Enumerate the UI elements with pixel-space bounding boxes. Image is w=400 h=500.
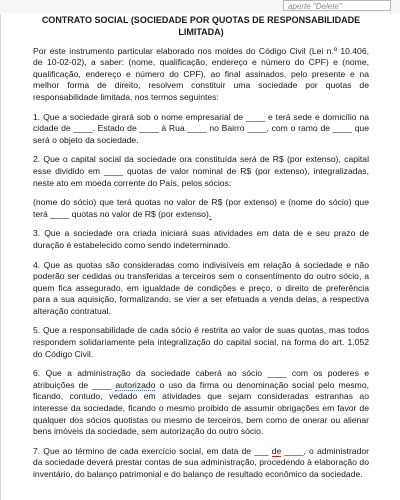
clause-7-de: de <box>271 445 282 456</box>
clause-2-partners-end: . <box>208 208 212 219</box>
clause-6-autorizado: autorizado <box>115 379 156 390</box>
document-page <box>0 14 400 500</box>
clause-7 <box>33 446 369 481</box>
top-toolbar-strip <box>0 0 400 13</box>
clause-6-rest: o uso da firma ou denominação social pelo mesmo, ficando, contudo, vedado em atividades que sejam consideradas estranhas ao interesse da sociedade, ficando o mesmo proibido de assumir obrigações em favor de qualquer dos sócios quotistas ou mesmo de terceiros, bem como de onerar ou alienar bens imóveis da sociedade, sem autorização do outro sócio. <box>33 379 370 437</box>
clause-3: 3. Que a sociedade ora criada iniciará suas atividades em data de e seu prazo de duração é estabelecido como sendo indeterminado. <box>33 228 369 250</box>
clause-4: 4. Que as quotas são consideradas como indivisíveis em relação à sociedade e não poderão ser cedidas ou transferidas a terceiros sem o consentimento do outro sócio, a quem fica assegurado, em igualdade de condições e preço, o direito de preferência para a sua aquisição, formalizando, se vier a ser efetuada a venda delas, a respectiva alteração contratual. <box>33 259 369 316</box>
clause-6 <box>33 368 369 438</box>
clause-7-rest: ____, o administrador da sociedade deverá prestar contas de sua administração, procedendo à elaboração do inventário, do balanço patrimonial e do balanço de resultado econômico da sociedade. <box>33 445 370 479</box>
clause-2-partners <box>33 197 369 220</box>
intro-paragraph: Por este instrumento particular elaborado nos moldes do Código Civil (Lei n.º 10.406, de 10-02-02), a saber: (nome, qualificação, endereço e número do CPF) e (nome, qualificação, endereço e número do CPF), ao final assinados, pelo presente e na melhor forma de direito, resolvem constituir uma sociedade por quotas de responsabilidade limitada, nos termos seguintes: <box>33 45 369 102</box>
clause-2-partners-text: (nome do sócio) que terá quotas no valor de R$ (por extenso) e (nome do sócio) que terá ____ quotas no valor de R$ (por extenso) <box>33 197 369 219</box>
document-body <box>33 15 369 489</box>
clause-1: 1. Que a sociedade girará sob o nome empresarial de ____ e terá sede e domicílio na cidade de ____. Estado de ____ à Rua ____ no Bairro ____, com o ramo de ____ que será o objeto da sociedade. <box>33 111 369 145</box>
document-title: CONTRATO SOCIAL (SOCIEDADE POR QUOTAS DE RESPONSABILIDADE LIMITADA) <box>41 15 361 37</box>
clause-5: 5. Que a responsabilidade de cada sócio é restrita ao valor de suas quotas, mas todos respondem solidariamente pela integralização do capital social, na forma do art. 1.052 do Código Civil. <box>33 325 369 359</box>
clause-6-start: 6. Que a administração da sociedade caberá ao sócio ____ com os poderes e atribuições de ____ <box>33 368 369 390</box>
clause-7-start: 7. Que ao término de cada exercício social, em data de ___ <box>33 445 272 456</box>
clause-2: 2. Que o capital social da sociedade ora constituída será de R$ (por extenso), capital esse dividido em ____ quotas de valor nominal de R$ (por extenso), integralizadas, neste ato em moeda corrente do País, pelos sócios: <box>33 154 369 188</box>
delete-hint-box: aperte "Delete" <box>283 0 391 11</box>
